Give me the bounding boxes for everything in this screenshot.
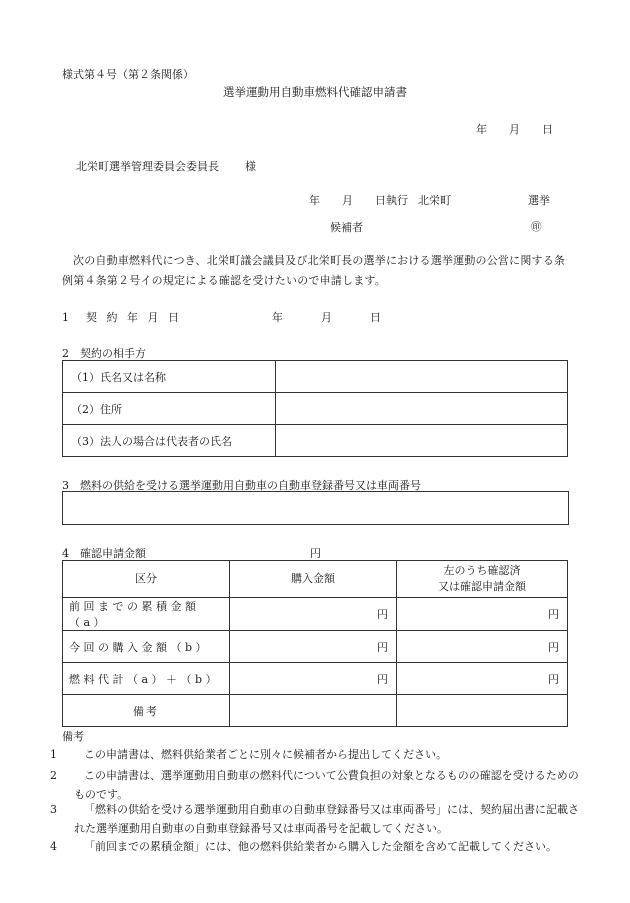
counterparty-name-field[interactable]	[276, 361, 568, 393]
counterparty-address-label: （2）住所	[63, 393, 276, 425]
previous-total-label: 前回までの累積金額（a）	[63, 598, 230, 631]
contract-date-fields	[272, 309, 381, 325]
submission-date	[476, 121, 553, 137]
amount-section	[62, 545, 321, 561]
current-purchase-confirmed[interactable]: 円	[397, 631, 568, 663]
current-purchase-label: 今回の購入金額（b）	[63, 631, 230, 663]
table-row	[63, 393, 568, 425]
counterparty-table	[62, 360, 568, 457]
note-number: 3	[50, 803, 57, 816]
date-day: 日	[542, 123, 553, 136]
contract-year: 年	[272, 311, 283, 324]
confirmed-header-line1: 左のうち確認済	[443, 564, 521, 577]
current-purchase-amount[interactable]: 円	[230, 631, 397, 663]
previous-total-confirmed[interactable]: 円	[397, 598, 568, 631]
election-town: 北栄町	[418, 194, 451, 207]
note-item	[50, 837, 584, 856]
seal-mark: ㊞	[531, 221, 542, 233]
amount-table	[62, 560, 568, 727]
note-number: 4	[50, 840, 57, 853]
representative-name-field[interactable]	[276, 425, 568, 457]
remarks-confirmed-cell[interactable]	[397, 695, 568, 727]
note-number: 2	[50, 769, 57, 782]
form-label: 様式第４号（第２条関係）	[62, 68, 194, 81]
note-item	[50, 766, 584, 804]
document-title: 選挙運動用自動車燃料代確認申請書	[223, 85, 407, 99]
table-row	[63, 663, 568, 695]
contract-month: 月	[321, 311, 332, 324]
note-text: 「燃料の供給を受ける選挙運動用自動車の自動車登録番号又は車両番号」には、契約届出書に記載された選挙運動用自動車の自動車登録番号又は車両番号を記載してください。	[74, 803, 579, 835]
table-header-row	[63, 561, 568, 598]
election-year: 年	[309, 194, 320, 207]
note-item	[50, 745, 584, 764]
confirmed-header	[397, 561, 568, 598]
election-info	[309, 192, 451, 208]
note-text: この申請書は、選挙運動用自動車の燃料代について公費負担の対象となるものの確認を受けるためのものです。	[74, 769, 579, 801]
fuel-total-purchase[interactable]: 円	[230, 663, 397, 695]
vehicle-number-field[interactable]	[62, 491, 569, 525]
amount-section-label: 4 確認申請金額	[62, 547, 146, 560]
table-row	[63, 361, 568, 393]
fuel-total-label: 燃料代計（a）＋（b）	[63, 663, 230, 695]
fuel-total-confirmed[interactable]: 円	[397, 663, 568, 695]
category-header: 区分	[63, 561, 230, 598]
note-number: 1	[50, 748, 57, 761]
requested-amount-unit: 円	[310, 547, 321, 560]
previous-total-purchase[interactable]: 円	[230, 598, 397, 631]
table-row	[63, 425, 568, 457]
addressee-honorific: 様	[245, 160, 256, 173]
contract-date-label: 1 契 約 年 月 日	[62, 311, 182, 324]
election-month: 月	[342, 194, 353, 207]
purchase-header: 購入金額	[230, 561, 397, 598]
counterparty-address-field[interactable]	[276, 393, 568, 425]
date-month: 月	[509, 123, 520, 136]
confirmed-header-line2: 又は確認申請金額	[438, 580, 526, 593]
contract-day: 日	[370, 311, 381, 324]
remarks-purchase-cell[interactable]	[230, 695, 397, 727]
vehicle-number-section-label: 3 燃料の供給を受ける選挙運動用自動車の自動車登録番号又は車両番号	[62, 479, 421, 492]
addressee	[76, 158, 256, 174]
note-text: この申請書は、燃料供給業者ごとに別々に候補者から提出してください。	[84, 748, 447, 761]
election-day-held: 日執行	[375, 194, 408, 207]
remarks-row-label: 備考	[63, 695, 230, 727]
table-row	[63, 598, 568, 631]
addressee-name: 北栄町選挙管理委員会委員長	[76, 160, 219, 173]
table-row	[63, 631, 568, 663]
counterparty-section-label: 2 契約の相手方	[62, 347, 146, 360]
table-row	[63, 695, 568, 727]
note-text: 「前回までの累積金額」には、他の燃料供給業者から購入した金額を含めて記載してください。	[84, 840, 557, 853]
date-year: 年	[476, 123, 487, 136]
counterparty-name-label: （1）氏名又は名称	[63, 361, 276, 393]
candidate-label: 候補者	[330, 221, 363, 234]
representative-name-label: （3）法人の場合は代表者の氏名	[63, 425, 276, 457]
note-item	[50, 800, 584, 838]
application-text: 次の自動車燃料代につき、北栄町議会議員及び北栄町長の選挙における選挙運動の公営に関する条例第４条第２号イの規定による確認を受けたいので申請します。	[62, 254, 566, 287]
election-type: 選挙	[528, 194, 550, 207]
contract-date-section	[62, 309, 381, 325]
notes-heading: 備考	[62, 730, 84, 743]
